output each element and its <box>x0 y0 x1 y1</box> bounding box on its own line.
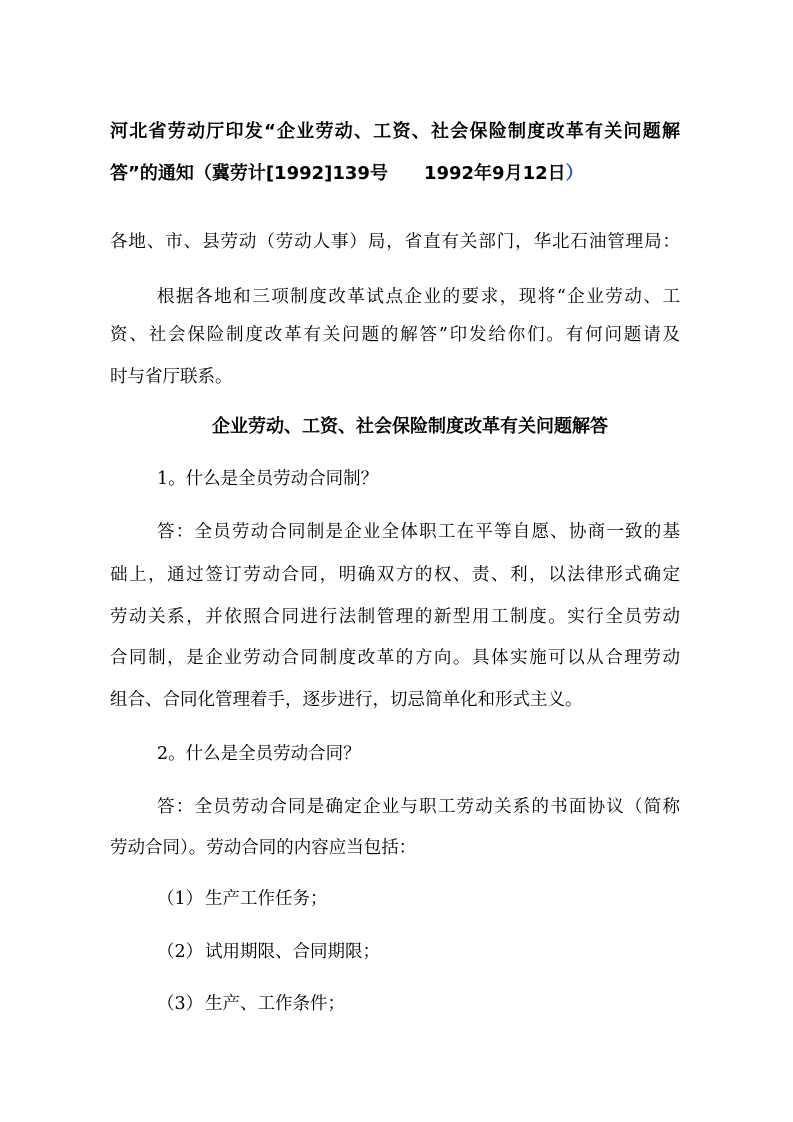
question-1: 1。什么是全员劳动合同制？ <box>157 469 379 489</box>
list-item <box>110 940 680 964</box>
intro-line-2: 资、社会保险制度改革有关问题的解答”印发给你们。有何问题请及 <box>110 325 680 345</box>
answer-1-line-5: 组合、合同化管理着手，逐步进行，切忌简单化和形式主义。 <box>110 690 583 710</box>
answer-1-line-1: 答：全员劳动合同制是企业全体职工在平等自愿、协商一致的基 <box>157 522 680 542</box>
list-item <box>110 992 680 1016</box>
list-item-number: （2） <box>157 942 204 962</box>
answer-2-line-2: 劳动合同）。劳动合同的内容应当包括： <box>110 838 417 858</box>
document-title-line-1: 河北省劳动厅印发“企业劳动、工资、社会保险制度改革有关问题解 <box>110 121 680 142</box>
answer-1-line-4: 合同制，是企业劳动合同制度改革的方向。具体实施可以从合理劳动 <box>110 648 680 668</box>
list-item-text: 试用期限、合同期限； <box>205 942 380 962</box>
question-2: 2。什么是全员劳动合同？ <box>157 744 361 764</box>
document-title-line-2-text: 答”的通知（冀劳计[1992]139号 1992年9月12日 <box>110 163 566 184</box>
addressee: 各地、市、县劳动（劳动人事）局，省直有关部门，华北石油管理局： <box>110 232 680 252</box>
answer-2-line-1: 答：全员劳动合同是确定企业与职工劳动关系的书面协议（简称 <box>157 797 680 817</box>
document-title-close-paren: ） <box>565 163 584 184</box>
intro-line-1: 根据各地和三项制度改革试点企业的要求，现将“企业劳动、工 <box>157 287 680 307</box>
list-item-number: （1） <box>157 889 204 909</box>
document-title-line-2 <box>110 162 680 186</box>
list-item-text: 生产、工作条件； <box>205 994 345 1014</box>
section-title: 企业劳动、工资、社会保险制度改革有关问题解答 <box>212 416 608 437</box>
answer-1-line-2: 础上，通过签订劳动合同，明确双方的权、责、利，以法律形式确定 <box>110 565 680 585</box>
answer-1-line-3: 劳动关系，并依照合同进行法制管理的新型用工制度。实行全员劳动 <box>110 607 680 627</box>
intro-line-3: 时与省厅联系。 <box>110 367 233 387</box>
list-item-number: （3） <box>157 994 204 1014</box>
list-item <box>110 887 680 911</box>
list-item-text: 生产工作任务； <box>205 889 328 909</box>
